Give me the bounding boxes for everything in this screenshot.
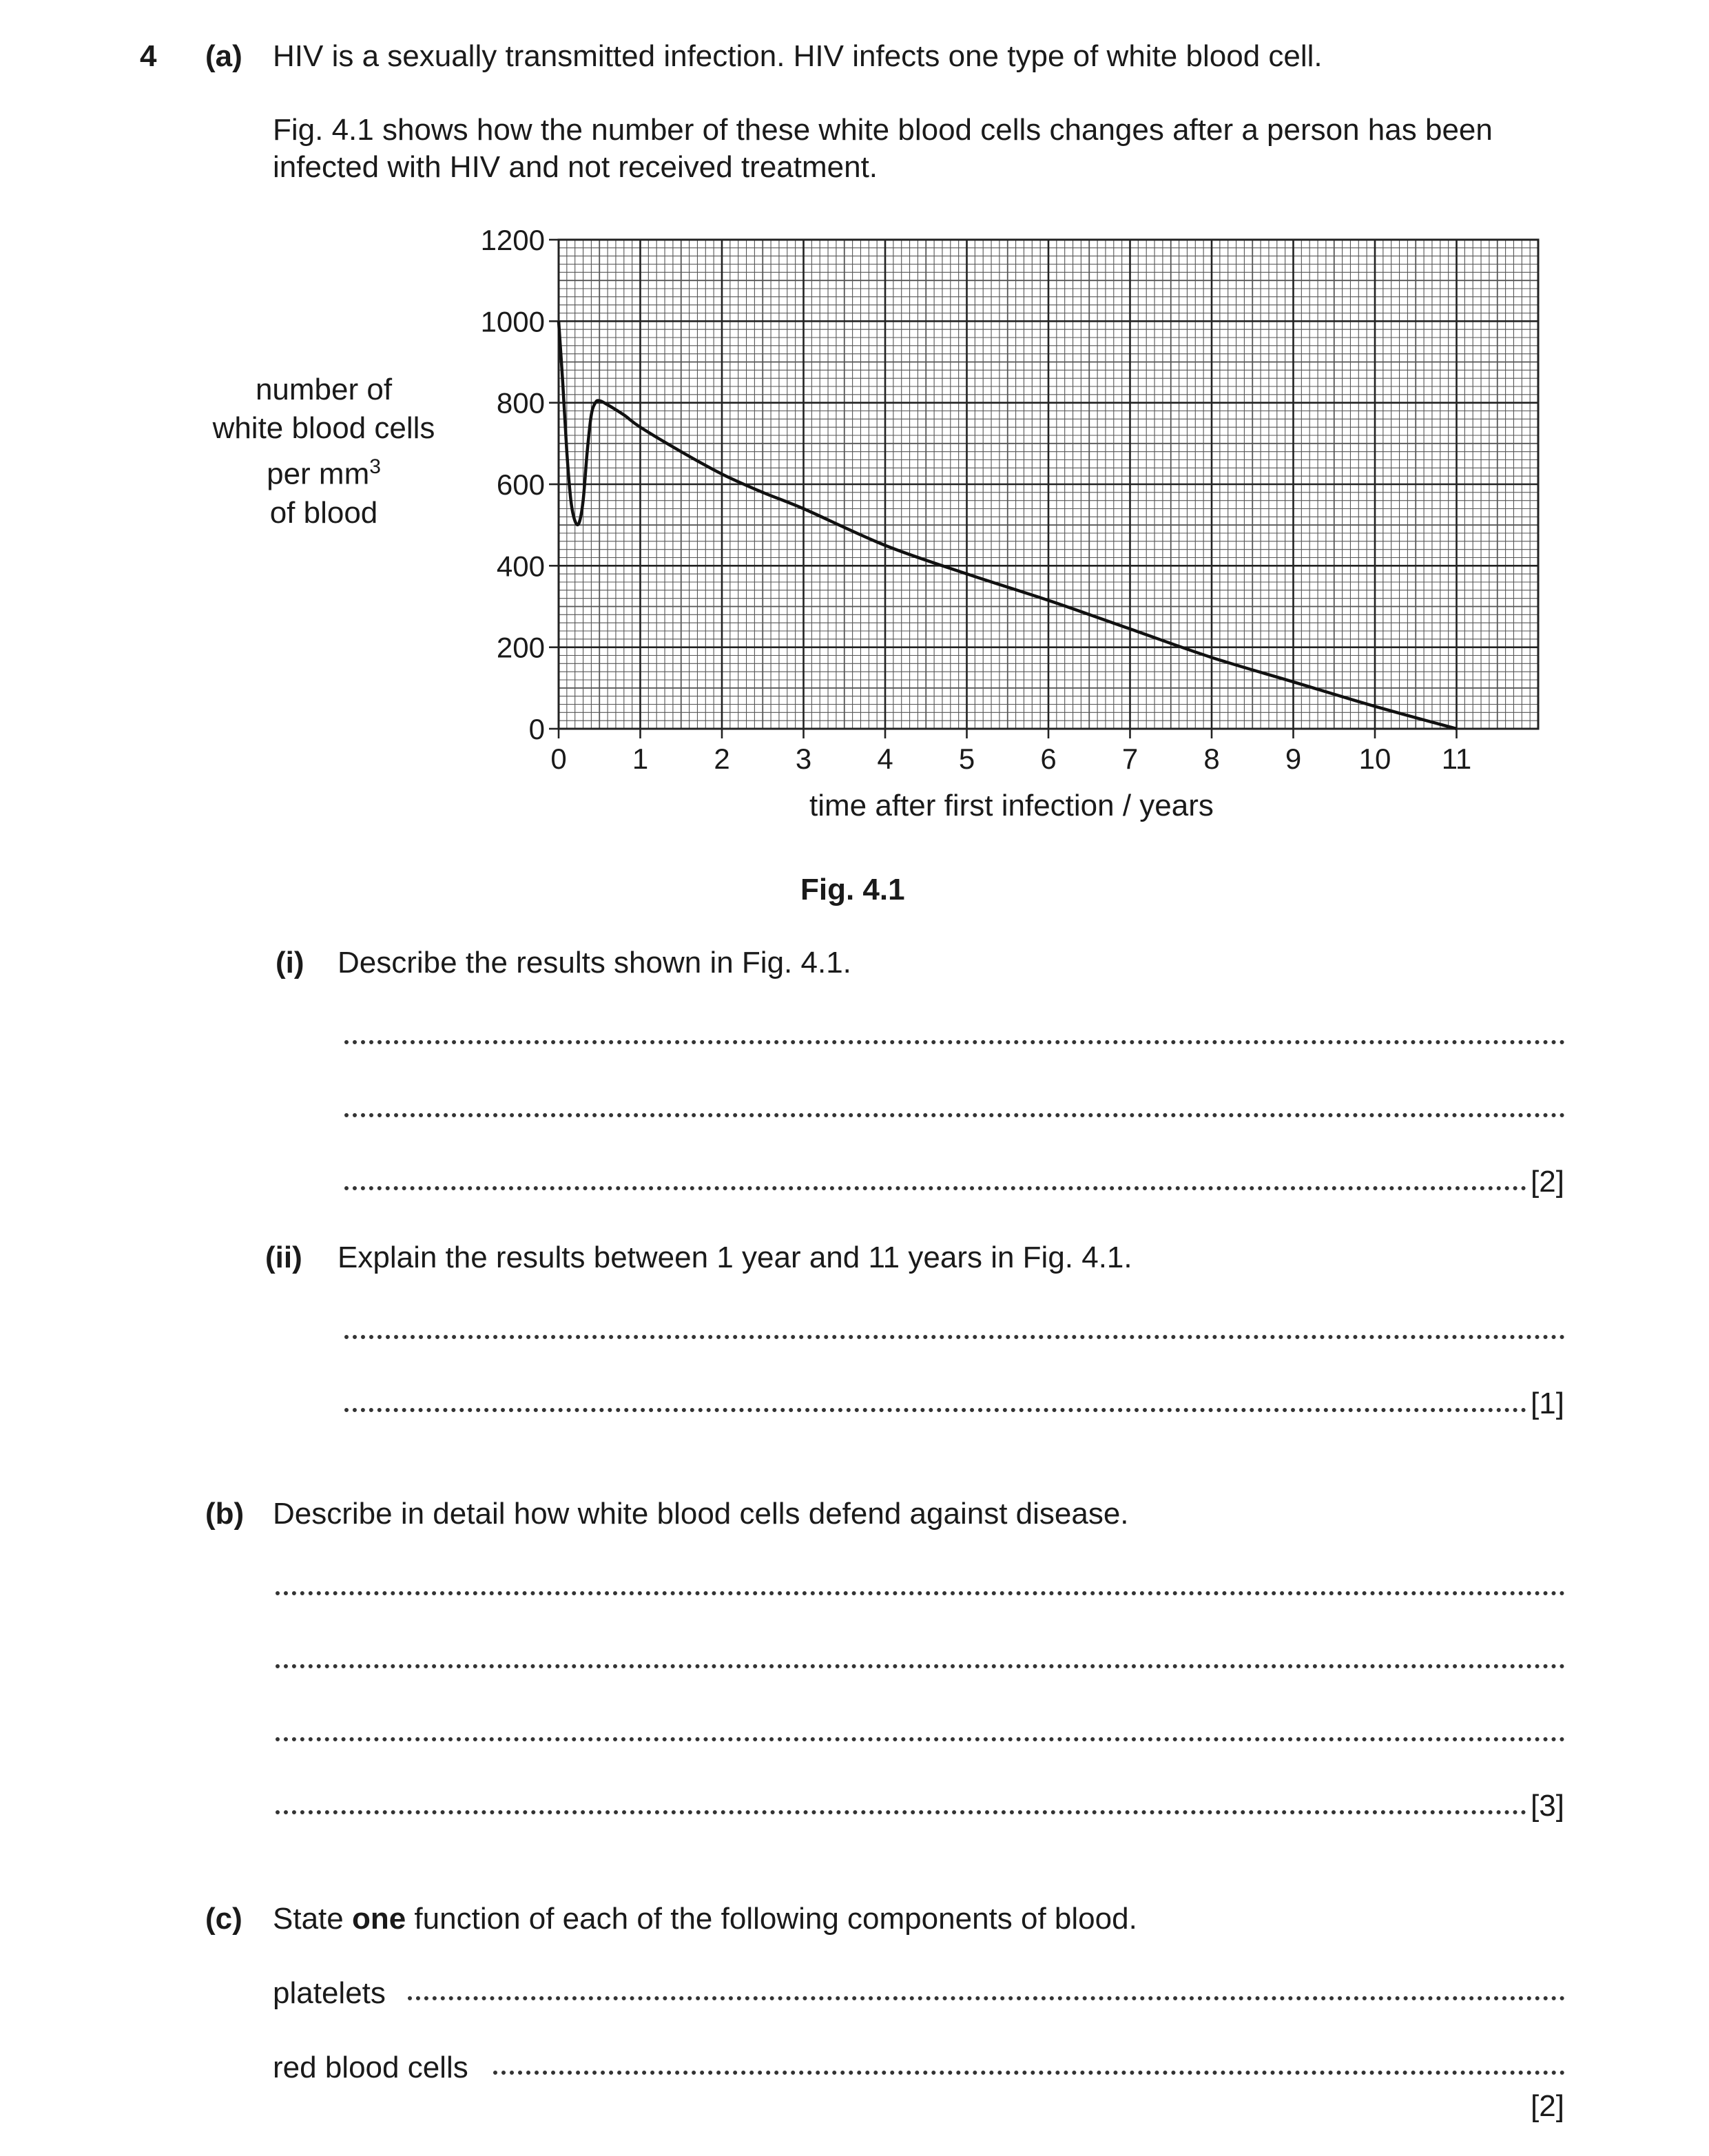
x-tick-label: 11 [1441, 743, 1472, 775]
part-a-label: (a) [205, 39, 242, 73]
mark-b: [3] [1531, 1789, 1564, 1823]
y-tick-label: 400 [496, 550, 545, 583]
answer-line-b-4[interactable] [276, 1810, 1526, 1814]
ylabel-line-2: white blood cells [212, 411, 435, 445]
part-c-text-after: function of each of the following components of blood. [406, 1902, 1137, 1936]
x-tick-label: 9 [1285, 743, 1302, 775]
part-c-item-platelets: platelets [273, 1976, 386, 2010]
mark-c: [2] [1531, 2089, 1564, 2123]
y-tick-label: 1200 [480, 224, 545, 256]
ylabel-superscript: 3 [369, 455, 381, 478]
x-tick-label: 2 [714, 743, 730, 775]
fig-caption: Fig. 4.1 [800, 873, 905, 906]
part-c-label: (c) [205, 1902, 242, 1936]
x-tick-label: 5 [958, 743, 975, 775]
answer-line-a-ii-2[interactable] [344, 1408, 1526, 1412]
part-a-fig-text-line2: infected with HIV and not received treatment. [273, 150, 878, 184]
x-tick-label: 3 [795, 743, 812, 775]
y-tick-label: 600 [496, 468, 545, 501]
x-tick-label: 4 [877, 743, 893, 775]
part-c-text [273, 1904, 1137, 1934]
x-tick-label: 6 [1040, 743, 1057, 775]
part-c-text-bold: one [351, 1902, 406, 1936]
part-c-item-red-blood-cells: red blood cells [273, 2051, 468, 2084]
ylabel-line-4: of blood [269, 495, 378, 530]
x-tick-label: 0 [550, 743, 567, 775]
y-tick-label: 1000 [480, 305, 545, 338]
mark-a-i: [2] [1531, 1165, 1564, 1199]
ylabel-line-3: per $mm^3$ [267, 455, 381, 491]
chart-x-axis-label: time after first infection / years [809, 789, 1214, 822]
x-tick-label: 1 [632, 743, 649, 775]
part-a-fig-text-line1: Fig. 4.1 shows how the number of these white blood cells changes after a person has been [273, 113, 1493, 147]
answer-line-a-i-2[interactable] [344, 1113, 1565, 1117]
answer-line-a-i-3[interactable] [344, 1186, 1526, 1190]
part-b-text: Describe in detail how white blood cells defend against disease. [273, 1497, 1129, 1531]
part-a-i-label: (i) [276, 946, 304, 979]
part-c-text-before: State [273, 1902, 352, 1936]
x-tick-label: 10 [1358, 743, 1391, 775]
part-a-ii-text: Explain the results between 1 year and 11 years in Fig. 4.1. [338, 1241, 1132, 1274]
part-a-i-text: Describe the results shown in Fig. 4.1. [338, 946, 851, 979]
y-tick-label: 0 [528, 713, 545, 745]
hiv-white-blood-cell-chart [0, 0, 1709, 847]
x-tick-label: 8 [1203, 743, 1220, 775]
part-b-label: (b) [205, 1497, 245, 1531]
y-tick-label: 200 [496, 631, 545, 664]
answer-line-b-2[interactable] [276, 1664, 1565, 1668]
answer-line-c-red-blood-cells[interactable] [493, 2071, 1565, 2075]
answer-line-a-ii-1[interactable] [344, 1335, 1565, 1339]
x-tick-label: 7 [1121, 743, 1139, 775]
answer-line-a-i-1[interactable] [344, 1040, 1565, 1044]
question-number: 4 [140, 39, 157, 73]
ylabel-line-1: number of [255, 373, 393, 406]
part-a-intro: HIV is a sexually transmitted infection. HIV infects one type of white blood cell. [273, 39, 1323, 73]
answer-line-c-platelets[interactable] [408, 1996, 1565, 2000]
answer-line-b-1[interactable] [276, 1591, 1565, 1595]
mark-a-ii: [1] [1531, 1387, 1564, 1420]
answer-line-b-3[interactable] [276, 1737, 1565, 1741]
y-tick-label: 800 [496, 386, 545, 419]
part-a-ii-label: (ii) [265, 1241, 302, 1274]
